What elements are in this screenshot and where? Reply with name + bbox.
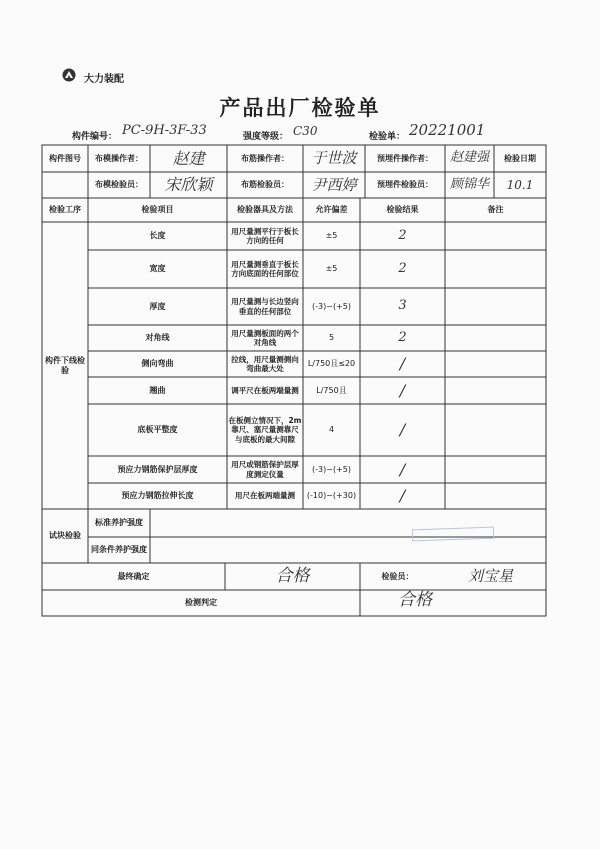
- embed-inspector-label: 预埋件检验员：: [377, 180, 433, 189]
- item-name: 侧向弯曲: [141, 359, 174, 368]
- rebar-inspector-label: 布筋检验员：: [241, 180, 289, 189]
- col-header-method: 检验器具及方法: [237, 205, 293, 214]
- formwork-inspector-label: 布模检验员：: [95, 180, 143, 189]
- item-method: 用尺量测垂直于板长方向底面的任何部位: [231, 259, 299, 278]
- company-name: 大力装配: [84, 74, 124, 85]
- embed-operator-signature: 赵建强: [449, 150, 489, 166]
- judgment-value: 合格: [398, 590, 432, 611]
- item-name: 底板平整度: [137, 425, 178, 434]
- item-tolerance: 4: [328, 425, 335, 434]
- item-name: 厚度: [149, 301, 166, 311]
- inspection-no-label: 检验单：: [369, 132, 406, 142]
- col-header-result: 检验结果: [386, 205, 419, 214]
- item-result: /: [399, 420, 406, 439]
- col-header-tolerance: 允许偏差: [315, 205, 348, 214]
- item-name: 预应力钢筋保护层厚度: [117, 464, 198, 474]
- final-value: 合格: [275, 565, 310, 586]
- strength-value: C30: [293, 124, 318, 138]
- item-result: /: [399, 380, 406, 400]
- final-label: 最终确定: [117, 571, 150, 581]
- col-header-item: 检验项目: [141, 205, 174, 214]
- rebar-operator-label: 布筋操作者：: [241, 153, 289, 163]
- item-tolerance: (-3)~(+5): [312, 301, 351, 311]
- item-result: /: [399, 354, 406, 373]
- formwork-inspector-signature: 宋欣颖: [164, 175, 213, 194]
- embed-operator-label: 预埋件操作者：: [377, 153, 433, 163]
- page-title: 产品出厂检验单: [219, 96, 381, 120]
- item-method: 用尺量测平行于板长方向的任何: [231, 226, 299, 245]
- item-name: 对角线: [145, 333, 170, 342]
- strength-label: 强度等级：: [243, 132, 289, 142]
- inspection-date-value: 10.1: [506, 177, 534, 192]
- same-cure-label: 同条件养护强度: [91, 545, 147, 554]
- item-result: 2: [398, 329, 407, 345]
- col-header-process: 检验工序: [49, 205, 81, 214]
- item-tolerance: L/750且: [316, 385, 347, 395]
- rebar-inspector-signature: 尹西婷: [311, 175, 357, 194]
- component-no-value: PC-9H-3F-33: [122, 123, 207, 138]
- item-result: /: [399, 486, 406, 505]
- trial-block-label: 试块检验: [49, 531, 81, 540]
- item-method: 在板侧立情况下，2m靠尺、塞尺量测靠尺与底板的最大间隙: [228, 415, 302, 444]
- item-tolerance: ±5: [325, 264, 338, 273]
- item-method: 用尺或钢筋保护层厚度测定仪量: [231, 460, 299, 479]
- component-no-label: 构件编号：: [72, 132, 118, 142]
- item-method: 调平尺在板两端量测: [231, 385, 299, 395]
- process-label: 构件下线检验: [45, 355, 85, 375]
- col-header-remark: 备注: [487, 205, 504, 214]
- inspector-label: 检验员：: [381, 571, 414, 581]
- item-name: 翘曲: [149, 385, 166, 395]
- inspection-date-label: 检验日期: [504, 153, 536, 163]
- rebar-operator-signature: 于世波: [311, 149, 357, 168]
- item-tolerance: (-10)~(+30): [306, 491, 357, 500]
- judgment-label: 检测判定: [185, 598, 217, 607]
- inspector-signature: 刘宝星: [467, 567, 513, 586]
- formwork-operator-signature: 赵建: [172, 148, 205, 168]
- embed-inspector-signature: 顾锦华: [449, 176, 489, 192]
- inspection-no-value: 20221001: [409, 121, 486, 139]
- item-result: 2: [398, 227, 407, 243]
- item-tolerance: L/750且≤20: [307, 359, 356, 368]
- item-tolerance: ±5: [325, 231, 338, 240]
- item-method: 用尺量测与长边竖向垂直的任何部位: [231, 297, 299, 316]
- item-result: /: [399, 459, 406, 479]
- standard-cure-label: 标准养护强度: [95, 518, 143, 527]
- item-name: 长度: [149, 231, 166, 240]
- item-tolerance: (-3)~(+5): [312, 464, 351, 474]
- item-name: 预应力钢筋拉伸长度: [121, 491, 194, 500]
- item-method: 用尺在板两端量测: [235, 491, 295, 501]
- item-method: 用尺量测板面的两个对角线: [231, 328, 299, 347]
- drawing-no-label: 构件图号: [49, 153, 81, 163]
- item-name: 宽度: [149, 264, 166, 273]
- item-result: 3: [398, 298, 407, 314]
- formwork-operator-label: 布模操作者：: [95, 153, 143, 163]
- item-method: 拉线，用尺量测侧向弯曲最大处: [231, 354, 299, 373]
- item-result: 2: [398, 260, 407, 276]
- item-tolerance: 5: [328, 333, 335, 342]
